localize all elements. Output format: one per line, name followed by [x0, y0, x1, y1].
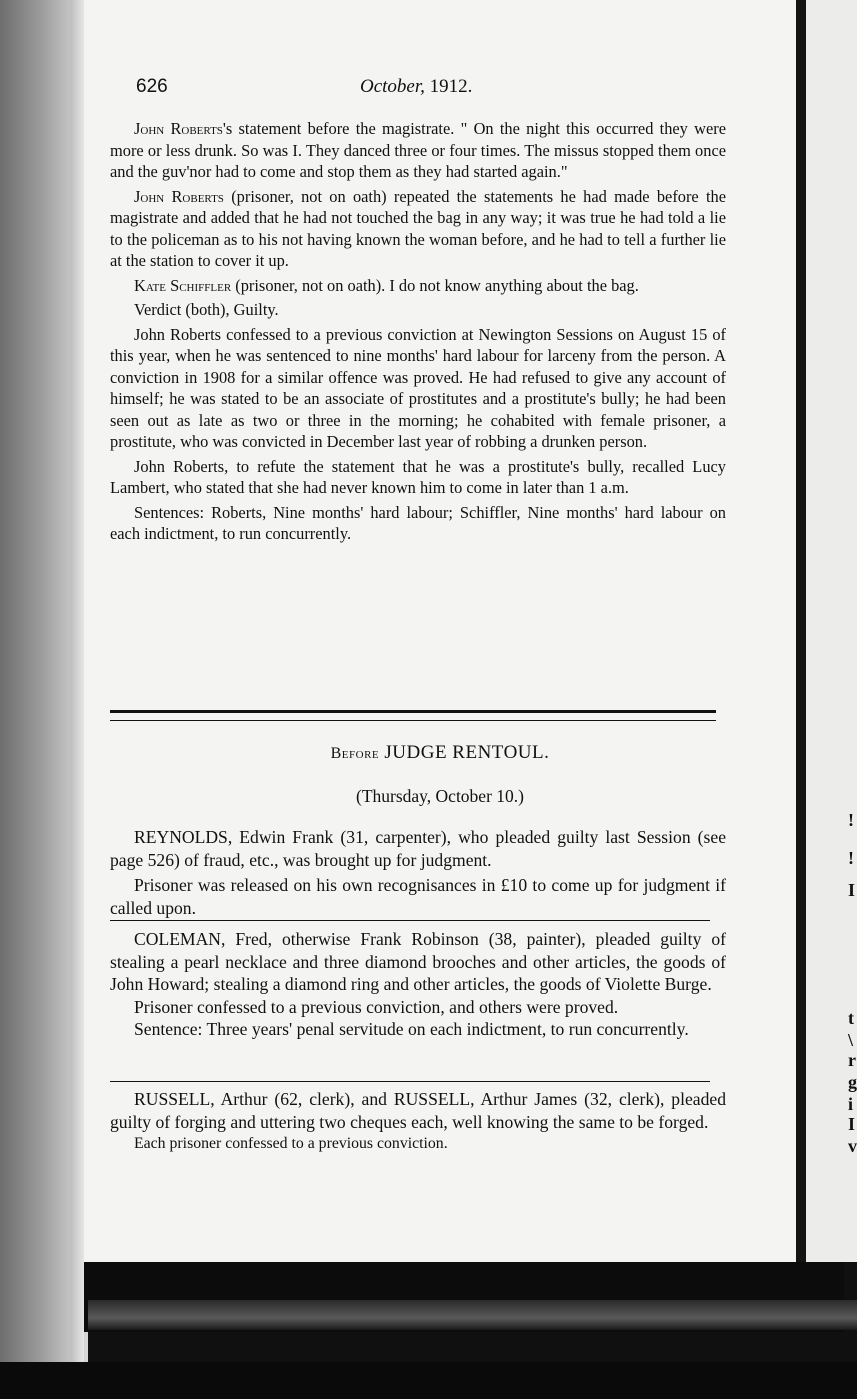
trial-text — [110, 118, 726, 545]
paragraph: John Roberts confessed to a previous conviction at Newington Sessions on August 15 of this year, when he was sentenced to nine months' hard labour for larceny from the person. A conviction in 1908 for a similar offence was proved. He had refused to give any account of himself; he was stated to be an associate of prostitutes and a prostitute's bully; he had been seen out as late as two or three in the morning; he cohabited with female prisoner, a prostitute, who was convicted in December last year of robbing a drunken person. — [110, 324, 726, 451]
page-number: 626 — [136, 76, 168, 97]
section-double-rule — [110, 710, 716, 721]
facing-page-fragment: i — [848, 1094, 854, 1114]
running-head-month: October, — [360, 76, 425, 97]
paragraph: John Roberts's statement before the magistrate. " On the night this occurred they were more or less drunk. So was I. They danced three or four times. The missus stopped them once and the guv'nor had to come and stop them as they had started again." — [110, 119, 726, 181]
facing-page-fragment: v — [848, 1136, 857, 1156]
facing-page-fragment: t — [848, 1008, 854, 1028]
speaker-name: Kate Schiffler — [134, 275, 232, 295]
facing-page-fragment: I — [848, 880, 856, 900]
case-reynolds — [110, 826, 726, 919]
speaker-name: John Roberts — [134, 119, 223, 138]
session-date: (Thursday, October 10.) — [356, 786, 524, 806]
facing-page-fragment: I — [848, 1114, 856, 1134]
book-spine — [70, 0, 84, 1362]
case-paragraph: REYNOLDS, Edwin Frank (31, carpenter), who pleaded guilty last Session (see page 526) of fraud, etc., was brought up for judgment. — [110, 827, 726, 870]
case-paragraph: RUSSELL, Arthur (62, clerk), and RUSSELL, Arthur James (32, clerk), pleaded guilty of forging and uttering two cheques each, well knowing the same to be forged. — [110, 1089, 726, 1132]
scan-bottom-band — [0, 1362, 857, 1399]
case-russell — [110, 1088, 726, 1154]
facing-page-fragment: ! — [848, 810, 854, 830]
page-header — [136, 76, 716, 102]
sentences: Sentences: Roberts, Nine months' hard labour; Schiffler, Nine months' hard labour on each indictment, to run concurrently. — [110, 502, 726, 543]
case-paragraph: Prisoner confessed to a previous conviction, and others were proved. — [134, 996, 619, 1017]
case-paragraph: Prisoner was released on his own recognisances in £10 to come up for judgment if called upon. — [110, 875, 726, 918]
case-paragraph: Sentence: Three years' penal servitude on each indictment, to run concurrently. — [134, 1019, 689, 1039]
book-lower-strip — [88, 1300, 857, 1330]
running-head-year: 1912. — [429, 76, 473, 97]
judge-heading: Before JUDGE RENTOUL. — [330, 742, 550, 763]
case-divider — [110, 1081, 710, 1082]
paragraph: Kate Schiffler (prisoner, not on oath). I do not know anything about the bag. — [134, 275, 639, 295]
case-paragraph: Each prisoner confessed to a previous conviction. — [134, 1135, 448, 1152]
running-head — [360, 76, 472, 98]
facing-page-fragment: r — [848, 1050, 856, 1070]
facing-page-fragment: ! — [848, 848, 854, 868]
speaker-name: John Roberts — [134, 186, 224, 206]
book-page — [84, 0, 796, 1262]
facing-page-fragment: \ — [848, 1030, 854, 1050]
case-divider — [110, 920, 710, 921]
case-coleman — [110, 928, 726, 1041]
paragraph: John Roberts, to refute the statement that he was a prostitute's bully, recalled Lucy Lambert, who stated that she had never known him to come in later than 1 a.m. — [110, 456, 726, 497]
case-paragraph: COLEMAN, Fred, otherwise Frank Robinson (38, painter), pleaded guilty of stealing a pearl necklace and three diamond brooches and other articles, the goods of John Howard; stealing a diamond ring and other articles, the goods of Violette Burge. — [110, 929, 726, 994]
paragraph: John Roberts (prisoner, not on oath) repeated the statements he had made before the magistrate and added that he had not touched the bag in any way; it was true he had told a lie to the policeman as to his not having known the woman before, and he had to tell a further lie at the station to cover it up. — [110, 186, 726, 270]
verdict: Verdict (both), Guilty. — [134, 300, 279, 319]
facing-page-fragment: g — [848, 1072, 857, 1092]
